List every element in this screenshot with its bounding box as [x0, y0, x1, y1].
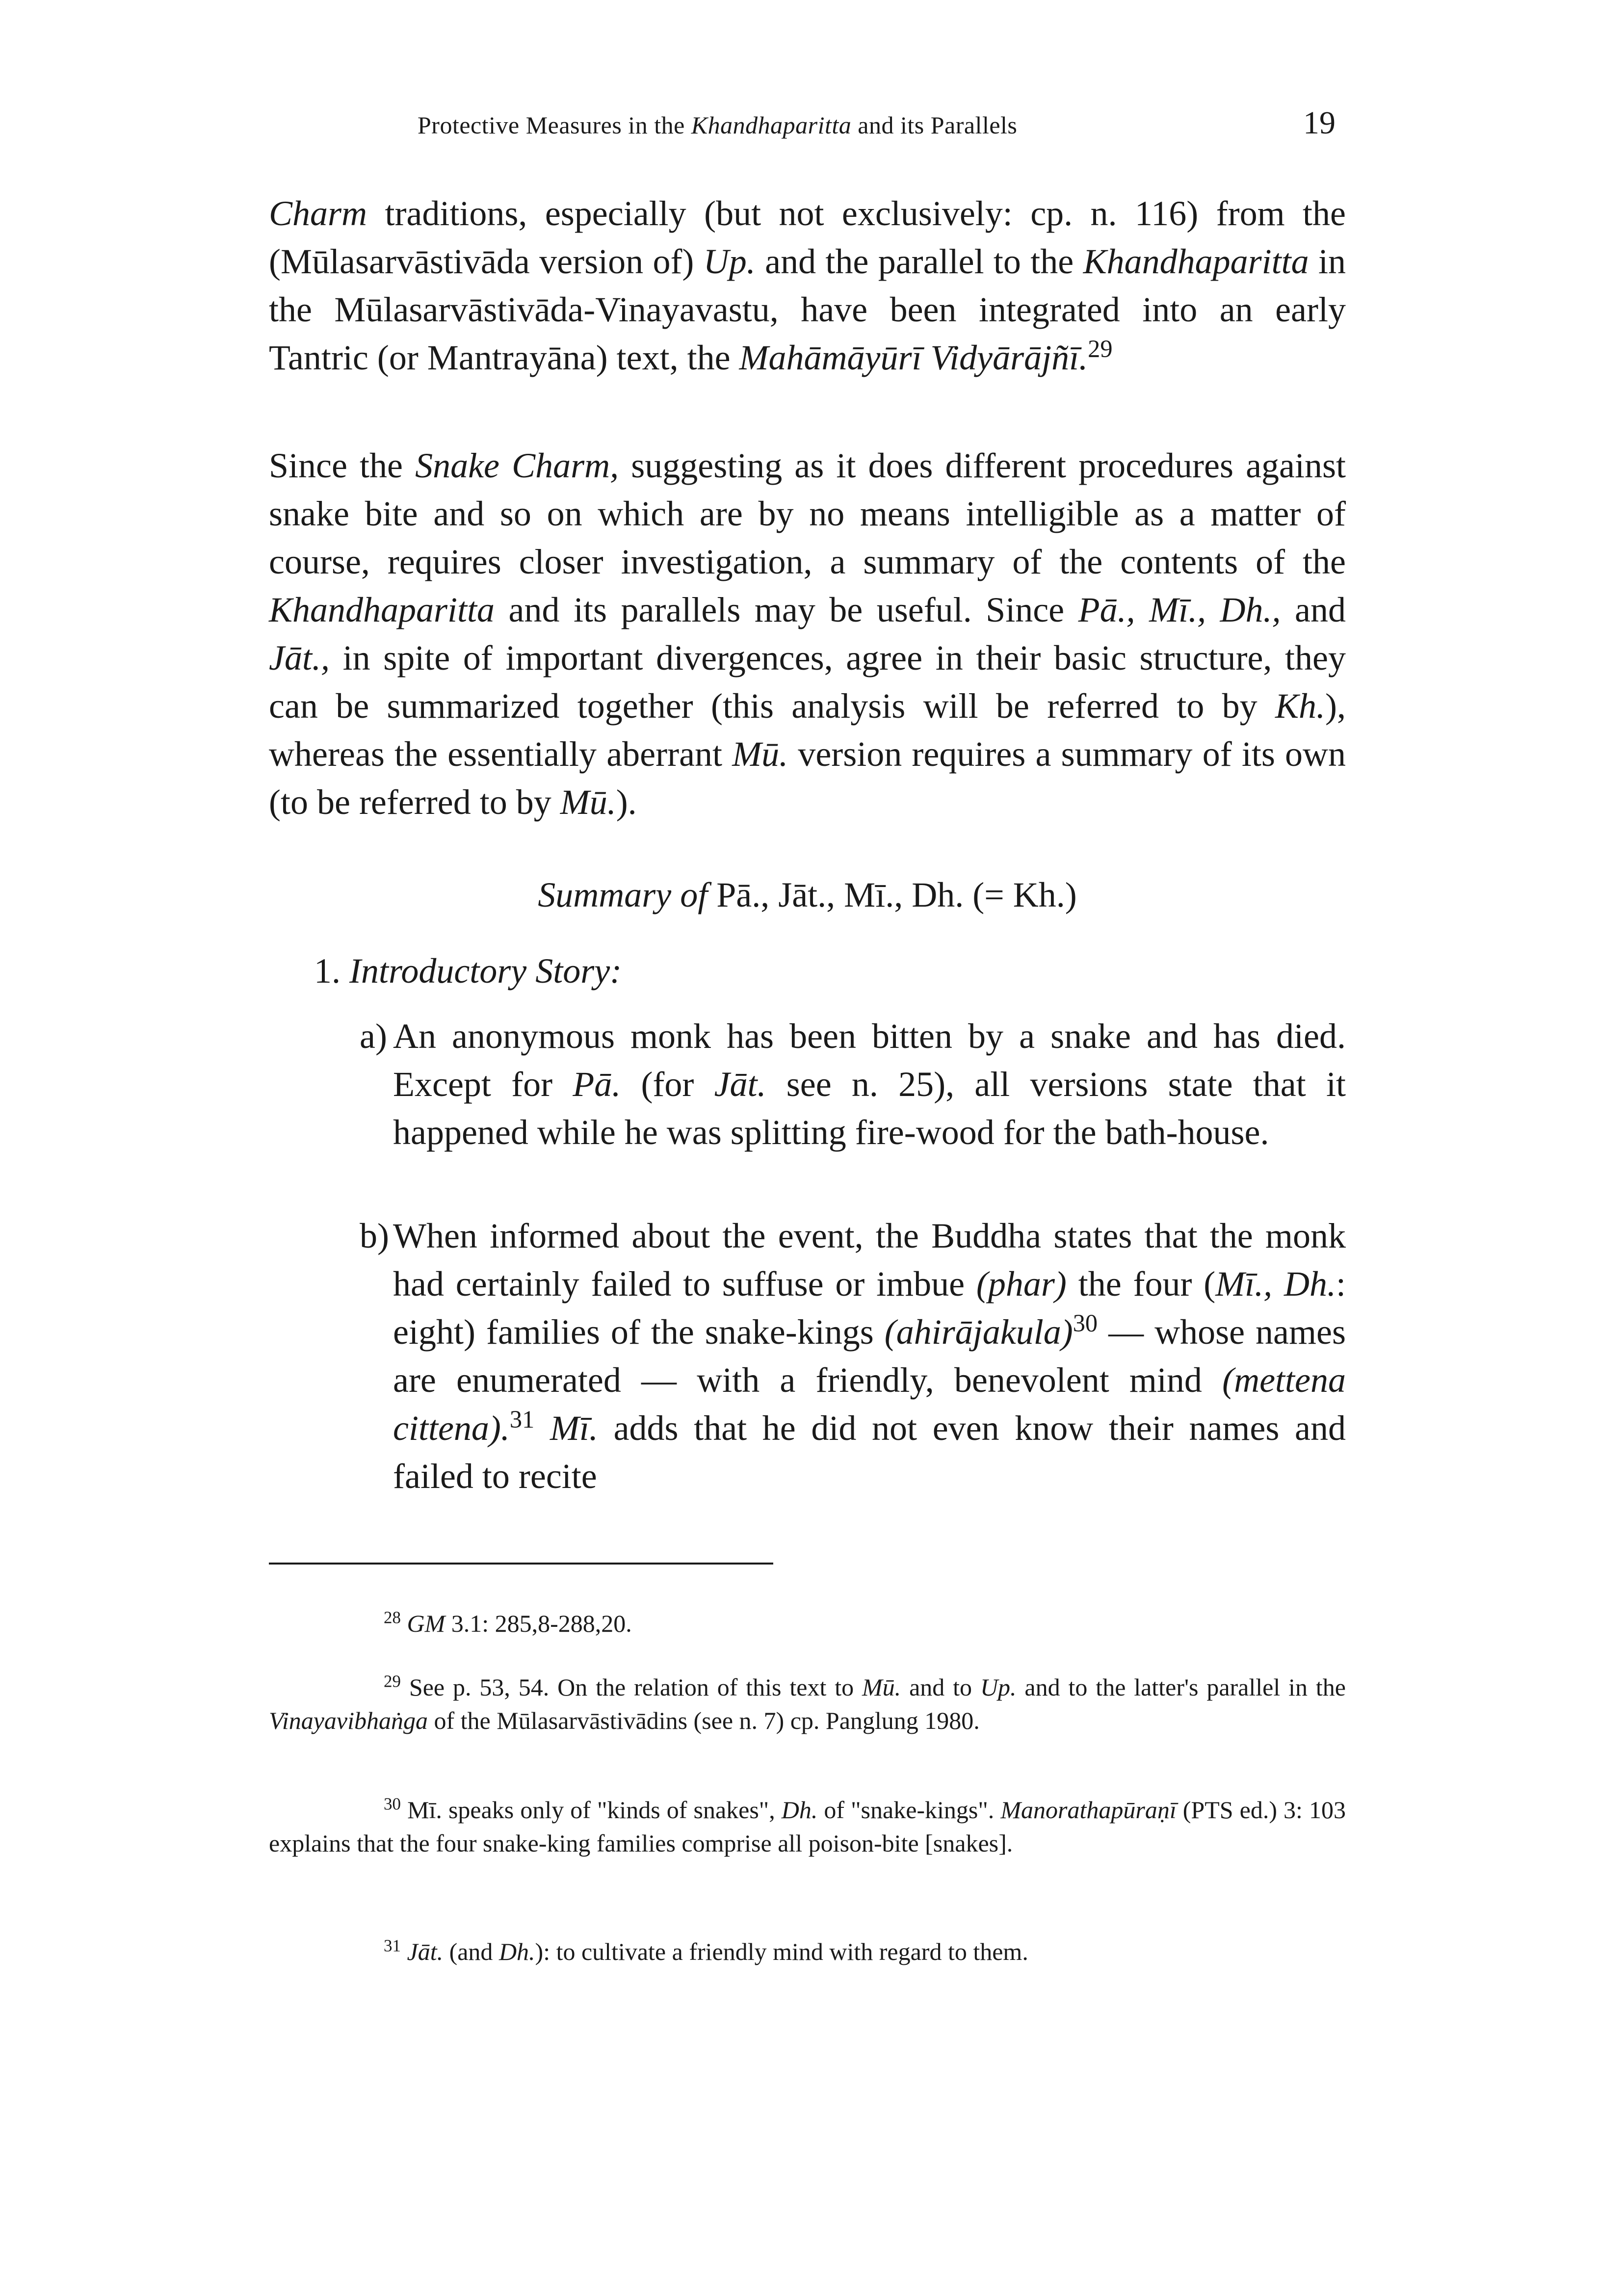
- p1-text-1: Charm: [269, 194, 367, 233]
- fn30-text-3: of "snake-kings".: [817, 1796, 1001, 1824]
- footnote-29-indent: [269, 1673, 384, 1701]
- p2-text-4: Khandhaparitta: [269, 590, 495, 629]
- running-head: [418, 111, 1017, 139]
- fn30-text-4: Manorathapūraṇī: [1000, 1796, 1177, 1824]
- section-heading-rest: Pā., Jāt., Mī., Dh. (= Kh.): [707, 875, 1077, 914]
- footnote-31-indent: [269, 1938, 384, 1965]
- fn31-text-4: ): to cultivate a friendly mind with regard to them.: [535, 1938, 1028, 1965]
- footnote-rule: [269, 1563, 773, 1565]
- page-number: 19: [1303, 105, 1336, 141]
- fn29-text-2: Mū.: [862, 1673, 901, 1701]
- footnote-28-number: 28: [384, 1608, 401, 1627]
- item-a-text-1: An anonymous monk has been bitten by a snake and has died. Except for: [393, 1017, 1346, 1104]
- footnote-29: [269, 1670, 1346, 1737]
- paragraph-1: [269, 189, 1346, 382]
- item-b-text-4: Mī., Dh.: [1215, 1264, 1336, 1304]
- fn29-text-4: Up.: [980, 1673, 1017, 1701]
- list-number: 1.: [314, 951, 341, 991]
- fn28-text-2: 3.1: 285,8-288,20.: [445, 1610, 632, 1637]
- footnote-31-number: 31: [384, 1936, 401, 1956]
- fn30-text-1: Mī. speaks only of "kinds of snakes",: [407, 1796, 782, 1824]
- fn29-text-1: See p. 53, 54. On the relation of this text to: [409, 1673, 863, 1701]
- item-b-text-3: the four (: [1066, 1264, 1216, 1304]
- fn29-text-5: and to the latter's parallel in the: [1016, 1673, 1346, 1701]
- item-a-text-3: (for: [621, 1065, 714, 1104]
- list-item-b-text: [393, 1212, 1346, 1500]
- fn29-text-6: Vinayavibhaṅga: [269, 1707, 428, 1734]
- footnote-30: [269, 1793, 1346, 1860]
- p2-text-11: ), whereas the essentially aberrant: [269, 686, 1346, 774]
- item-a-text-4: Jāt.: [714, 1065, 766, 1104]
- paragraph-2: [269, 442, 1346, 826]
- p2-text-13: version requires a summary of its own (to be referred to by: [269, 734, 1346, 822]
- p1-text-3: Up.: [703, 242, 756, 281]
- p2-text-1: Since the: [269, 446, 416, 485]
- fn31-text-1: Jāt.: [407, 1938, 444, 1965]
- fn31-text-3: Dh.: [498, 1938, 535, 1965]
- list-item-a-text: [393, 1012, 1346, 1156]
- p2-text-7: and: [1281, 590, 1346, 629]
- p2-text-6: Pā., Mī., Dh.,: [1078, 590, 1281, 629]
- item-b-text-7: — whose names are enumerated — with a friendly, benevolent mind: [393, 1312, 1346, 1400]
- p2-text-12: Mū.: [732, 734, 788, 774]
- fn29-text-3: and to: [901, 1673, 980, 1701]
- item-b-text-8: (mettena cittena).: [393, 1360, 1346, 1448]
- section-heading: [269, 871, 1346, 919]
- p2-text-2: Snake Charm,: [415, 446, 619, 485]
- item-b-text-5: : eight) families of the snake-kings: [393, 1264, 1346, 1352]
- footnote-30-indent: [269, 1796, 384, 1824]
- item-b-text-1: When informed about the event, the Buddha states that the monk had certainly failed to suffuse or imbue: [393, 1216, 1346, 1304]
- footnote-29-number: 29: [384, 1671, 401, 1691]
- footnote-30-number: 30: [384, 1794, 401, 1814]
- running-head-suffix: and its Parallels: [851, 111, 1018, 139]
- p1-text-4: and the parallel to the: [755, 242, 1083, 281]
- list-title: Introductory Story:: [349, 951, 622, 991]
- footnote-28-body: [269, 1607, 1346, 1640]
- footnote-ref-30: 30: [1073, 1309, 1098, 1337]
- list-item-b: [360, 1212, 1346, 1500]
- fn29-text-7: of the Mūlasarvāstivādins (see n. 7) cp. Panglung 1980.: [428, 1707, 980, 1734]
- list-heading: [314, 947, 622, 995]
- section-heading-italic: Summary of: [538, 875, 708, 914]
- item-a-text-5: see n. 25), all versions state that it happened while he was splitting fire-wood for the bath-house.: [393, 1065, 1346, 1152]
- p1-text-7: Mahāmāyūrī Vidyārājñī.: [739, 338, 1088, 377]
- footnote-ref-31: 31: [509, 1406, 535, 1433]
- p2-text-14: Mū.: [560, 783, 616, 822]
- p2-text-5: and its parallels may be useful. Since: [495, 590, 1078, 629]
- p2-text-8: Jāt.,: [269, 638, 330, 678]
- item-b-text-6: (ahirājakula): [884, 1312, 1073, 1352]
- item-b-text-9: [534, 1409, 550, 1448]
- running-head-italic: Khandhaparitta: [691, 111, 852, 139]
- footnote-ref-29: 29: [1088, 335, 1113, 363]
- list-item-a: [360, 1012, 1346, 1156]
- p2-text-15: ).: [616, 783, 637, 822]
- item-b-text-2: (phar): [976, 1264, 1067, 1304]
- item-a-text-2: Pā.: [573, 1065, 621, 1104]
- footnote-31: [269, 1935, 1346, 1968]
- footnote-28: [269, 1607, 1346, 1640]
- p1-text-5: Khandhaparitta: [1083, 242, 1309, 281]
- p2-text-10: Kh.: [1275, 686, 1326, 726]
- running-head-prefix: Protective Measures in the: [418, 111, 691, 139]
- list-item-b-marker: b): [360, 1216, 389, 1255]
- fn31-text-2: (and: [443, 1938, 499, 1965]
- p2-text-9: in spite of important divergences, agree in their basic structure, they can be summarized together (this analysis will be referred to by: [269, 638, 1346, 726]
- fn30-text-2: Dh.: [781, 1796, 818, 1824]
- fn28-text-1: GM: [407, 1610, 445, 1637]
- fn30-text-5: (PTS ed.) 3: 103 explains that the four snake-king families comprise all poison-bite [snakes].: [269, 1796, 1346, 1857]
- list-item-a-marker: a): [360, 1017, 387, 1056]
- p1-text-2: traditions, especially (but not exclusively: cp. n. 116) from the (Mūlasarvāstivāda version of): [269, 194, 1346, 281]
- item-b-text-11: adds that he did not even know their names and failed to recite: [393, 1409, 1346, 1496]
- p1-text-6: in the Mūlasarvāstivāda-Vinayavastu, have been integrated into an early Tantric (or Mantrayāna) text, the: [269, 242, 1346, 377]
- p2-text-3: suggesting as it does different procedures against snake bite and so on which are by no means intelligible as a matter of course, requires closer investigation, a summary of the contents of the: [269, 446, 1346, 581]
- item-b-text-10: Mī.: [550, 1409, 598, 1448]
